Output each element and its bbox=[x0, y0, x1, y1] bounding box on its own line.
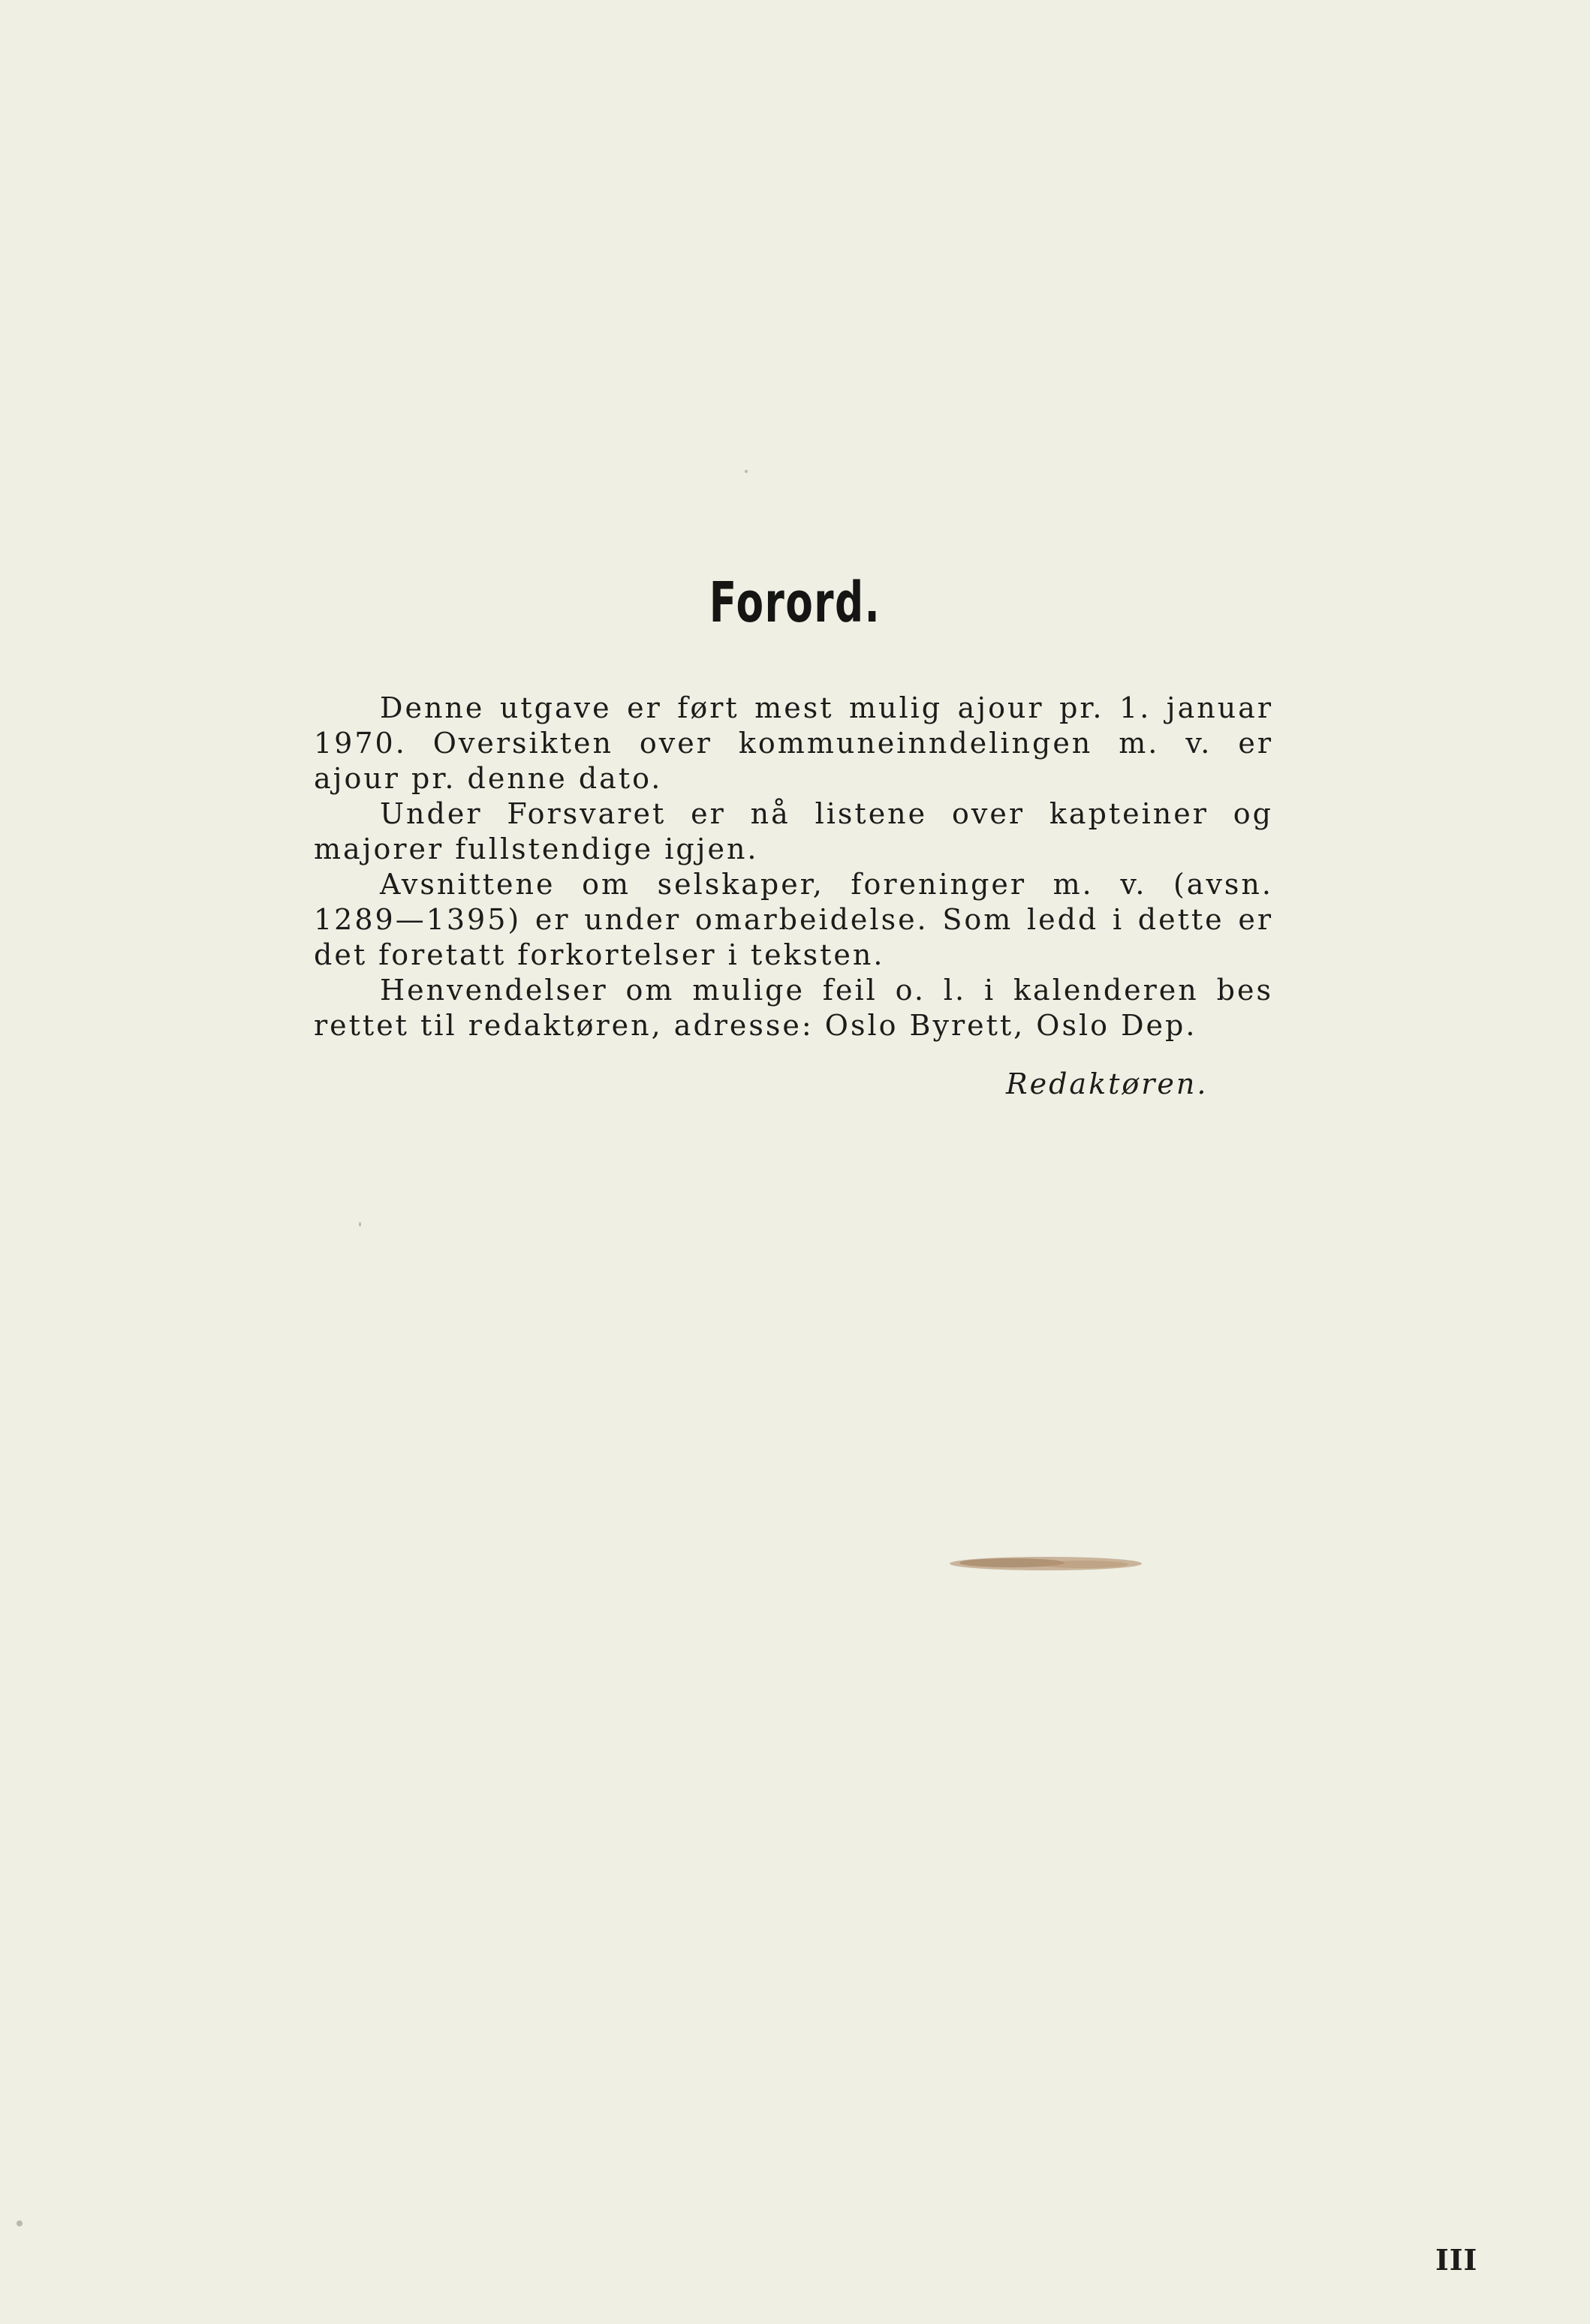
paragraph-3: Avsnittene om selskaper, foreninger m. v. (avsn. 1289—1395) er under omarbeidelse. Som ledd i dette er det foretatt forkortelser i teksten. bbox=[314, 868, 1273, 971]
paragraph-2: Under Forsvaret er nå listene over kapteiner og majorer fullstendige igjen. bbox=[314, 797, 1273, 865]
paper-speck bbox=[359, 1222, 361, 1227]
paper-speck bbox=[17, 2220, 23, 2226]
page-number: III bbox=[1435, 2243, 1478, 2277]
page-title: Forord. bbox=[709, 570, 881, 635]
paper-stain bbox=[944, 1552, 1147, 1575]
paper-speck bbox=[745, 470, 748, 473]
preface-body bbox=[314, 691, 1273, 1043]
signature: Redaktøren. bbox=[1006, 1067, 1209, 1100]
paragraph-4: Henvendelser om mulige feil o. l. i kalenderen bes rettet til redaktøren, adresse: Oslo Byrett, Oslo Dep. bbox=[314, 974, 1273, 1042]
paragraph-1: Denne utgave er ført mest mulig ajour pr. 1. januar 1970. Oversikten over kommuneinndelingen m. v. er ajour pr. denne dato. bbox=[314, 691, 1273, 795]
